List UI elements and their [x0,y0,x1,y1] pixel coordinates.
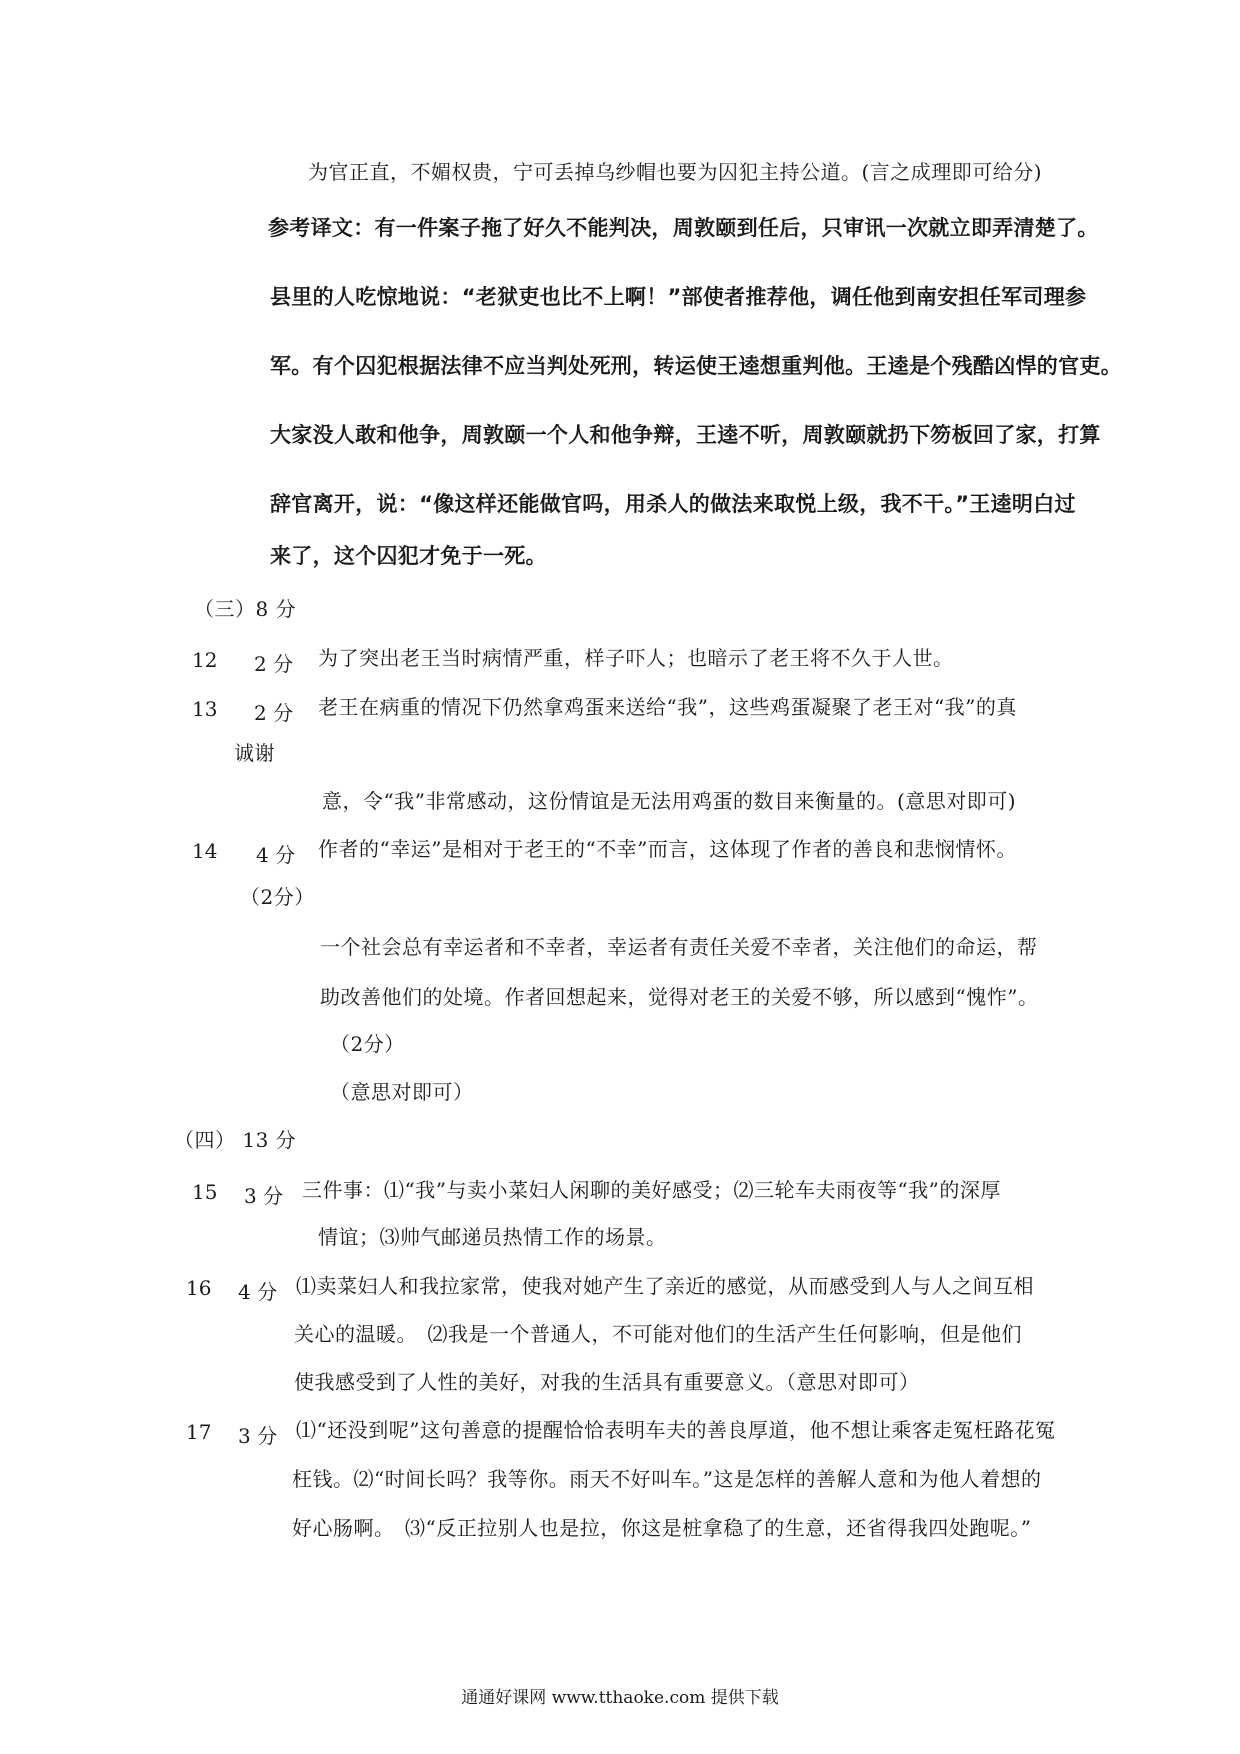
translation-line-2: 县里的人吃惊地说：“老狱吏也比不上啊！”部使者推荐他，调任他到南安担任军司理参 [270,285,1087,309]
question-answer: 为了突出老王当时病情严重，样子吓人；也暗示了老王将不久于人世。 [318,646,954,670]
question-score: 2 分 [254,701,294,725]
translation-line-6: 来了，这个囚犯才免于一死。 [270,544,547,568]
answer-continuation: （2分） [240,885,315,909]
question-answer: 三件事：⑴“我”与卖小菜妇人闲聊的美好感受；⑵三轮车夫雨夜等“我”的深厚 [302,1178,1001,1202]
question-number: 12 [192,648,218,672]
answer-line: 为官正直，不媚权贵，宁可丢掉乌纱帽也要为囚犯主持公道。(言之成理即可给分) [308,160,1043,184]
question-number: 13 [192,697,218,721]
translation-line-4: 大家没人敢和他争，周敦颐一个人和他争辩，王逵不听，周敦颐就扔下笏板回了家，打算 [270,423,1101,447]
question-number: 16 [186,1276,212,1300]
answer-continuation: 使我感受到了人性的美好，对我的生活具有重要意义。（意思对即可） [294,1370,920,1394]
answer-continuation: （2分） [330,1032,405,1056]
translation-line-1 [268,218,1099,239]
question-score: 3 分 [238,1424,278,1448]
answer-continuation: 枉钱。⑵“时间长吗？我等你。雨天不好叫车。”这是怎样的善解人意和为他人着想的 [292,1467,1042,1491]
question-number: 17 [186,1420,212,1444]
question-score: 2 分 [254,652,294,676]
answer-continuation: 助改善他们的处境。作者回想起来，觉得对老王的关爱不够，所以感到“愧怍”。 [320,985,1039,1009]
question-answer: ⑴“还没到呢”这句善意的提醒恰恰表明车夫的善良厚道，他不想让乘客走冤枉路花冤 [296,1418,1056,1442]
question-answer: 作者的“幸运”是相对于老王的“不幸”而言，这体现了作者的善良和悲悯情怀。 [318,837,1017,861]
question-score: 4 分 [256,843,296,867]
answer-continuation: 好心肠啊。 ⑶“反正拉别人也是拉，你这是桩拿稳了的生意，还省得我四处跑呢。” [292,1516,1032,1540]
answer-continuation: 意，令“我”非常感动，这份情谊是无法用鸡蛋的数目来衡量的。(意思对即可) [322,789,1017,813]
answer-continuation: 情谊；⑶帅气邮递员热情工作的场景。 [318,1225,667,1249]
question-number: 15 [192,1180,218,1204]
translation-text: 有一件案子拖了好久不能判决，周敦颐到任后，只审讯一次就立即弄清楚了。 [374,216,1099,240]
question-score: 3 分 [244,1184,284,1208]
section-heading-3: （三）8 分 [194,597,297,621]
section-heading-4: （四） 13 分 [174,1128,297,1152]
answer-continuation: 关心的温暖。 ⑵我是一个普通人，不可能对他们的生活产生任何影响，但是他们 [294,1322,1022,1346]
translation-line-5: 辞官离开，说：“像这样还能做官吗，用杀人的做法来取悦上级，我不干。”王逵明白过 [270,492,1076,516]
answer-continuation: 一个社会总有幸运者和不幸者，幸运者有责任关爱不幸者，关注他们的命运，帮 [320,935,1038,959]
question-answer: 老王在病重的情况下仍然拿鸡蛋来送给“我”，这些鸡蛋凝聚了老王对“我”的真 [318,695,1017,719]
question-answer: ⑴卖菜妇人和我拉家常，使我对她产生了亲近的感觉，从而感受到人与人之间互相 [296,1274,1034,1298]
answer-continuation: 诚谢 [234,741,275,765]
question-score: 4 分 [238,1280,278,1304]
page-footer: 通通好课网 www.tthaoke.com 提供下载 [461,1688,779,1708]
answer-continuation: （意思对即可） [330,1080,474,1104]
translation-label: 参考译文： [268,216,375,240]
translation-line-3: 军。有个囚犯根据法律不应当判处死刑，转运使王逵想重判他。王逵是个残酷凶悍的官吏。 [270,354,1122,378]
question-number: 14 [192,839,218,863]
